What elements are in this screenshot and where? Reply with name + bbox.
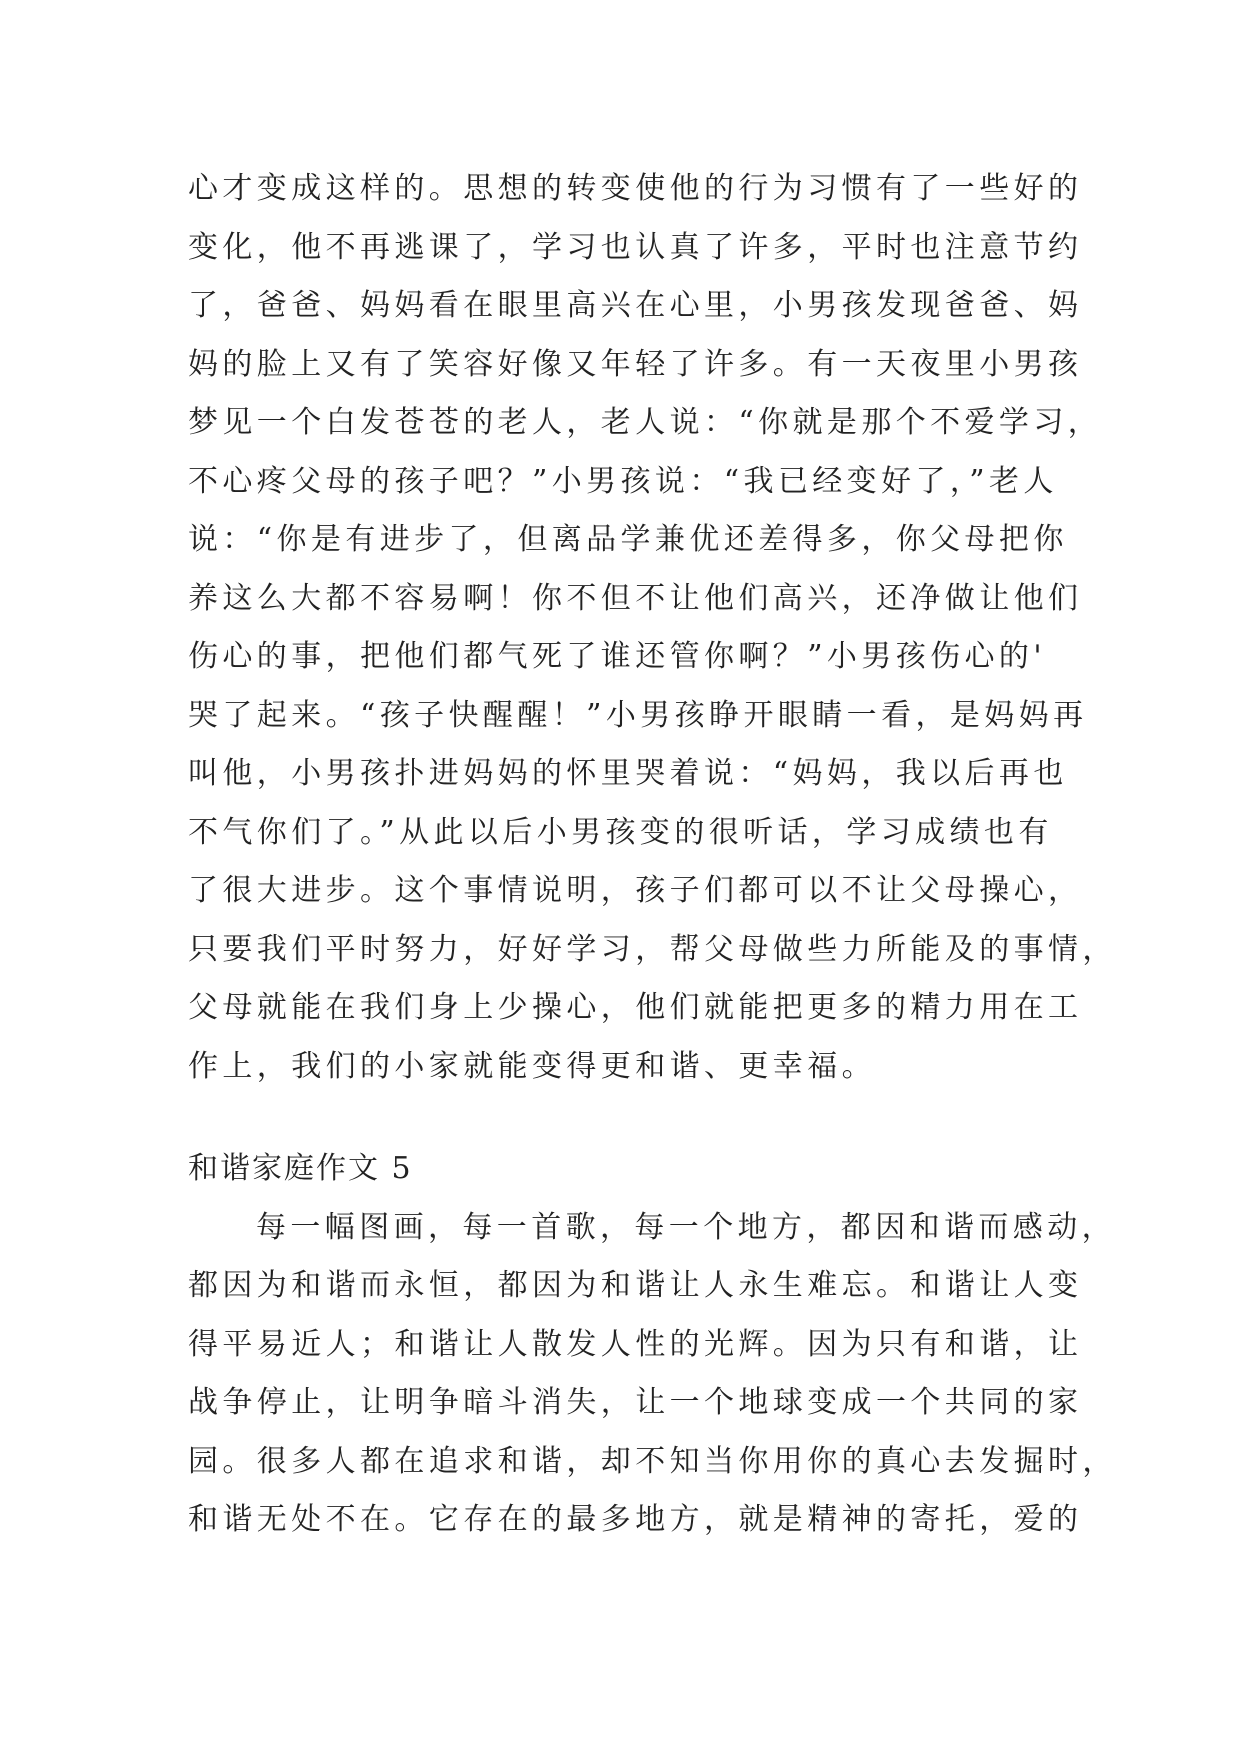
text-line: 妈的脸上又有了笑容好像又年轻了许多。有一天夜里小男孩 [188, 346, 1083, 382]
text-line: 都因为和谐而永恒，都因为和谐让人永生难忘。和谐让人变 [188, 1268, 1083, 1303]
text-line: 作上，我们的小家就能变得更和谐、更幸福。 [188, 1048, 876, 1084]
section-spacer [188, 1096, 1058, 1140]
text-line: 哭了起来。“孩子快醒醒！”小男孩睁开眼睛一看，是妈妈再 [188, 697, 1088, 733]
text-line: 了，爸爸、妈妈看在眼里高兴在心里，小男孩发现爸爸、妈 [188, 288, 1083, 323]
text-line: 心才变成这样的。思想的转变使他的行为习惯有了一些好的 [188, 171, 1083, 206]
text-line: 不气你们了。”从此以后小男孩变的很听话，学习成绩也有 [188, 814, 1053, 850]
section-heading: 和谐家庭作文 5 [188, 1151, 413, 1186]
paragraph-1 [188, 160, 1117, 1096]
text-line: 伤心的事，把他们都气死了谁还管你啊？”小男孩伤心的' [188, 639, 1046, 674]
text-line: 梦见一个白发苍苍的老人，老人说：“你就是那个不爱学习， [188, 405, 1103, 440]
document-body [188, 160, 1117, 1550]
text-line: 叫他，小男孩扑进妈妈的怀里哭着说：“妈妈，我以后再也 [188, 756, 1068, 791]
text-line: 战争停止，让明争暗斗消失，让一个地球变成一个共同的家 [188, 1385, 1083, 1420]
text-line: 得平易近人；和谐让人散发人性的光辉。因为只有和谐，让 [188, 1326, 1083, 1362]
text-line: 了很大进步。这个事情说明，孩子们都可以不让父母操心， [188, 873, 1083, 908]
text-line: 养这么大都不容易啊！你不但不让他们高兴，还净做让他们 [188, 580, 1083, 616]
text-line: 说：“你是有进步了，但离品学兼优还差得多，你父母把你 [188, 522, 1068, 557]
text-line: 不心疼父母的孩子吧？”小男孩说：“我已经变好了，”老人 [188, 463, 1058, 499]
text-line: 变化，他不再逃课了，学习也认真了许多，平时也注意节约 [188, 229, 1083, 265]
text-line: 园。很多人都在追求和谐，却不知当你用你的真心去发掘时， [188, 1443, 1117, 1479]
paragraph-2 [188, 1199, 1117, 1550]
text-line: 和谐无处不在。它存在的最多地方，就是精神的寄托，爱的 [188, 1502, 1083, 1537]
text-line-indented: 每一幅图画，每一首歌，每一个地方，都因和谐而感动， [256, 1209, 1116, 1245]
text-line: 只要我们平时努力，好好学习，帮父母做些力所能及的事情， [188, 931, 1117, 967]
text-line: 父母就能在我们身上少操心，他们就能把更多的精力用在工 [188, 990, 1083, 1025]
